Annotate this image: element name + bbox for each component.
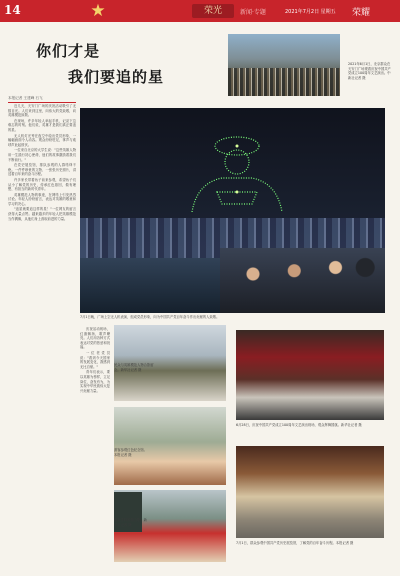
article-paragraph: "追星就要追这样的星！"一位网友的留言获得大量点赞。越来越多的年轻人把英雄模范当作偶像，从他们身上汲取前进的力量。	[8, 207, 76, 221]
headline-line-1: 你们才是	[36, 42, 101, 60]
header-right-text: 荣耀	[352, 8, 371, 18]
article-paragraph: 许多家长带着孩子前来参观，希望孩子们从小了解党的历史，传承红色基因，做有理想、有担当的新时代青年。	[8, 177, 76, 192]
visitors-photo-caption: 游客参观红色纪念馆。本报记者 摄	[114, 448, 147, 457]
museum-photo	[236, 446, 384, 538]
column-divider	[8, 102, 76, 103]
drone-photo-caption: 7月1日晚，广场上空无人机表演，组成党员形象，向为中国共产党百年奋斗作出贡献的人致敬。	[80, 315, 220, 319]
star-icon: ★	[90, 1, 106, 21]
article-paragraph: 青年们表示，要以英雄为榜样，立足岗位，奋发有为，为实现中华民族伟大复兴贡献力量。	[80, 370, 110, 393]
article-paragraph: 在党史展览馆，排队参观的人群络绎不绝。一件件珍贵的文物、一张张历史照片，讲述着百年来的奋斗历程。	[8, 163, 76, 177]
flag-photo-caption: 群众手持国旗合影。新华社记者 摄	[114, 518, 147, 527]
article-paragraph: 在现场，许多年轻人举起手机，记录下这难忘的时刻。他们说，英雄才是我们真正要追的星。	[8, 118, 76, 132]
drone-figure-graphic	[172, 128, 302, 212]
article-paragraph: 无人机灯光秀在夜空中绘出党员形象，一幅幅画面令人动容。观众纷纷驻足，掌声与欢呼声此起彼伏。	[8, 133, 76, 147]
article-paragraph: 一位老党员说："看到今天国家的发展变化，我感到无比自豪。"	[80, 350, 110, 369]
article-paragraph: 近几天，天安门广场的庆祝活动吸引了无数目光。人们来到这里，向伟大的党致敬，向英雄模范致敬。	[8, 104, 76, 118]
header-date: 2021年7月2日 星期五	[285, 9, 336, 15]
page-number: 14	[4, 3, 21, 17]
section-label: 荣光	[192, 4, 234, 18]
crowd-photo	[228, 34, 340, 96]
photo-caption-top: 2021年6月1日，北京群众在天安门广场观看庆祝中国共产党成立100周年文艺演出。中新社记者 摄	[348, 62, 391, 80]
stadium-photo-caption: 6月28日，庆祝中国共产党成立100周年文艺演出现场，观众挥舞国旗。新华社记者 摄	[236, 423, 362, 427]
byline: 本报记者 王建峰 石飞	[8, 96, 43, 100]
article-column-1	[8, 104, 76, 566]
visitors-photo	[114, 407, 226, 485]
article-paragraph: 一位来自北京的大学生说："这些英雄人物用一生践行初心使命，他们的故事激励着我们不断前行。"	[8, 148, 76, 162]
museum-photo-caption: 7月1日，群众参观中国共产党历史展览馆，了解党的百年奋斗历程。本报记者 摄	[236, 541, 354, 545]
article-paragraph: 英雄模范人物的事迹，在网络上引发热烈讨论。年轻人纷纷留言，表达对英雄的敬意和学习的决心。	[8, 192, 76, 206]
article-column-2	[80, 327, 110, 567]
drone-show-photo	[80, 108, 385, 313]
header-subtitle: 新闻·专题	[240, 9, 266, 16]
meeting-photo-caption: 民众与英雄模范人物合影留念。新华社记者 摄	[114, 363, 154, 372]
article-paragraph: 庆祝活动现场，红旗飘扬，歌声嘹亮。人们用各种方式表达对党的热爱和祝福。	[80, 327, 110, 350]
headline-line-2: 我们要追的星	[68, 68, 165, 86]
stadium-photo	[236, 330, 384, 420]
